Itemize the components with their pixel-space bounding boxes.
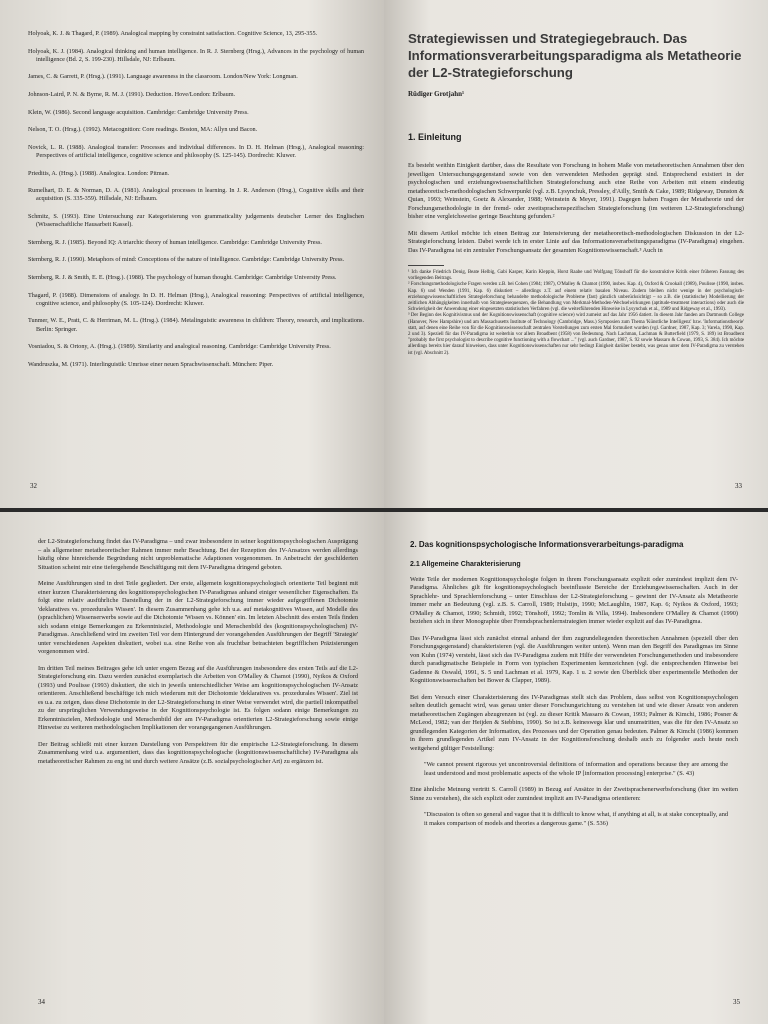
reference-entry: James, C. & Garrett, P. (Hrsg.). (1991). Language awareness in the classroom. London/New York: Longman. (28, 73, 298, 81)
page-number: 35 (733, 998, 740, 1006)
page-35 (384, 512, 768, 1024)
body-paragraph: Bei dem Versuch einer Charakterisierung des IV-Paradigmas stellt sich das Problem, dass selbst von Kognitionspsychologen selten deutlich gemacht wird, was genau unter dieser Forschungsrichtung zu verstehen ist und wie dieser Ansatz von anderen metatheoretischen Zugängen abzugrenzen ist (vgl. zu dieser Kritik Massaro & Cowan, 1993; Palmer & Kimchi, 1986; Posner & McLeod, 1982; van der Heijden & Stebbins, 1990). So ist z.B. keineswegs klar und unumstritten, was die für den IV-Ansatz so grundlegenden Kategorien der Information, des Prozesses und der Operation genau bedeuten. Palmer & Kimchi (1986) kommen in ihrem grundlegenden Artikel zum IV-Ansatz in der Kognitionsforschung deshalb auch zu folgender auch heute noch weitgehend gültiger Feststellung: (410, 693, 738, 752)
body-paragraph: Weite Teile der modernen Kognitionspsychologie folgen in ihrem Forschungsansatz explizit oder zumindest implizit dem IV-Paradigma. Ähnliches gilt für kognitionspsychologisch beeinflusste Bereiche der Erziehungswissenschaften. Auch in der Sprachlehr- und Sprachlernforschung – unter Einschluss der L2-Strategieforschung – gewinnt der IV-Ansatz als Metatheorie immer mehr an Bedeutung (vgl. z.B. S. Carroll, 1989; Hulstijn, 1990; McLaughlin, 1987, Kap. 6; Nyikos & Oxford, 1993; O'Malley & Chamot, 1990; Schmidt, 1992; Tönshoff, 1992; Tomlin & Villa, 1994). Insbesondere O'Malley & Chamot (1990) beziehen sich in ihrer Monographie über Fremdsprachenlernstrategien immer wieder explizit auf das IV-Paradigma. (410, 575, 738, 625)
reference-entry: Rumelhart, D. E. & Norman, D. A. (1981). Analogical processes in learning. In J. R. Anderson (Hrsg.), Cognitive skills and their acquisition (S. 335-359). Hillsdale, NJ: Erlbaum. (28, 187, 364, 203)
reference-entry: Sternberg, R. J. & Smith, E. E. (Hrsg.). (1988). The psychology of human thought. Cambridge: Cambridge University Press. (28, 273, 337, 281)
body-paragraph: Eine ähnliche Meinung vertritt S. Carroll (1989) in Bezug auf Ansätze in der Zweitsprachenerwerbsforschung (hier im weiten Sinne zu verstehen), die sich explizit oder zumindest implizit am IV-Paradigma orientieren: (410, 786, 738, 802)
footnote: ³ Der Beginn des Kognitivismus und der Kognitionswissenschaft (cognitive science) wird zumeist auf das Jahr 1956 datiert. In diesem Jahr fanden am Dartmouth College (Hanover, New Hampshire) und am Massachusetts Institute of Technology (Cambridge, Mass.) Symposien zum Thema 'Künstliche Intelligenz' bzw. 'Informationstheorie' statt, auf denen eine Reihe von für die Kognitionswissenschaft zentralen Vorstellungen zum ersten Mal formuliert wurden (vgl. Gardner, 1987, Kap. 3; Varela, 1990, Kap. 2 und 3). Speziell für das IV-Paradigma ist weiterhin vor allem Broadbent (1958) von Bedeutung. Nach Lachman, Lachman & Butterfield (1979, S. 189) ist Broadbent "probably the first psychologist to describe cognitive functioning with a flowchart ..." (vgl. auch Gardner, 1987, S. 92 sowie Massaro & Cowan, 1993, S. 384). Ich möchte allerdings bereits hier darauf hinweisen, dass unter Kognitionswissenschaften nur sehr bedingt Einigkeit darüber besteht, was genau unter dem IV-Paradigma zu verstehen ist (vgl. Abschnitt 2). (408, 313, 744, 356)
body-paragraph: Es besteht weithin Einigkeit darüber, dass die Resultate von Forschung in hohem Maße von metatheoretischen Annahmen über den jeweiligen Untersuchungsgegenstand sowie von den verwendeten Methoden geprägt sind. Entsprechend existiert in der psychologischen und erziehungswissenschaftlichen Strategieforschung auch eine Reihe von Arbeiten mit einem eindeutig metatheoretisch-methodologischen Schwerpunkt (vgl. z.B. Lysynchuk, Pressley, d'Ailly, Smith & Cake, 1989; Ridgeway, Dunston & Quian, 1993; Weinstein, Goetz & Alexander, 1988; Weinstein & Meyer, 1991). Dagegen haben Fragen der Metatheorie und der Forschungsmethodologie in der fremd- oder zweitsprachenspezifischen Strategieforschung (im weiteren L2-Strategieforschung) bisher eine vergleichsweise geringe Beachtung gefunden.² (408, 162, 744, 220)
reference-list (28, 30, 364, 369)
page-number: 32 (30, 482, 37, 490)
reference-entry: Klein, W. (1986). Second language acquisition. Cambridge: Cambridge University Press. (28, 108, 249, 116)
body-paragraph: Das IV-Paradigma lässt sich zunächst einmal anhand der ihm zugrundeliegenden theoretischen Annahmen (speziell über den Forschungsgegenstand) charakterisieren (vgl. die Ausführungen weiter unten). Wenn man den Begriff des Paradigmas im Sinne von Kuhn (1974) versteht, lässt sich das IV-Paradigma zudem mit Hilfe der verwendeten Forschungsmethoden und insbesondere durch paradigmatische Beispiele in Form von typischen Experimenten kennzeichnen (vgl. die entsprechenden Hinweise bei Gadenne & Oswald, 1991, S. 5 und Lachman et al. 1979, Kap. 1 u. 2 sowie den Überblick über experimentelle Methoden der Kognitionswissenschaften bei Bower & Clapper, 1989). (410, 634, 738, 684)
page-34 (0, 512, 384, 1024)
footnote-divider (408, 265, 444, 266)
reference-entry: Tunmer, W. E., Pratt, C. & Herriman, M. L. (Hrsg.). (1984). Metalinguistic awareness in children: Theory, research, and implications. Berlin: Springer. (28, 317, 364, 333)
body-paragraph: Meine Ausführungen sind in drei Teile gegliedert. Der erste, allgemein kognitionspsychologisch orientierte Teil beginnt mit einer kurzen Charakterisierung des kognitionspsychologischen IV-Paradigmas anhand einiger wesentlicher Eigenschaften. Es folgt eine relativ ausführliche Darstellung der in der L2-Strategieforschung immer wieder aufgegriffenen Dichotomie 'deklaratives vs. prozedurales Wissen'. In diesem Zusammenhang gehe ich u.a. auf metakognitives Wissen, auf Modelle des (sprachlichen) Wissenserwerbs sowie auf die Dichotomie 'Wissen vs. Können' ein. Im letzten Abschnitt des ersten Teils finden sich sodann einige Bemerkungen zu Erkenntnisziel, Methodologie und Menschenbild des (kognitionspsychologischen) IV-Paradigmas. Anschließend wird im zweiten Teil vor dem Hintergrund der vorangehenden Ausführungen der Begriff 'Strategie' unter verschiedenen Aspekten diskutiert, wobei u.a. eine Reihe von als fruchtbar betrachteten begrifflichen Präzisierungen vorgenommen wird. (38, 580, 358, 655)
page-number: 33 (735, 482, 742, 490)
reference-entry: Nelson, T. O. (Hrsg.). (1992). Metacognition: Core readings. Boston, MA: Allyn und Bacon. (28, 126, 258, 134)
reference-entry: Schmitz, S. (1993). Eine Untersuchung zur Kategorisierung von grammaticality judgements deutscher Lerner des Englischen (Wissenschaftliche Hausarbeit Kassel). (28, 212, 364, 229)
reference-entry: Thagard, P. (1988). Dimensions of analogy. In D. H. Helman (Hrsg.), Analogical reasoning: Perspectives of artificial intelligence, cognitive science, and philosophy (S. 105-124). Dordrecht: Kluwer. (28, 291, 364, 307)
page-33 (384, 0, 768, 508)
reference-entry: Vosniadou, S. & Ortony, A. (Hrsg.). (1989). Similarity and analogical reasoning. Cambridge: Cambridge University Press. (28, 343, 331, 351)
top-spread (0, 0, 768, 508)
section-heading: 2. Das kognitionspsychologische Informationsverarbeitungs-paradigma (410, 540, 684, 549)
page-32 (0, 0, 384, 508)
section-heading: 1. Einleitung (408, 132, 462, 142)
block-quote: "We cannot present rigorous yet uncontroversial definitions of information and operations because they are among the least understood and most problematic aspects of the whole IP [information processing] enterprise." (S. 43) (424, 761, 728, 777)
article-author: Rüdiger Grotjahn¹ (408, 90, 465, 98)
footnote: ² Forschungsmethodologische Fragen werden z.B. bei Cohen (1984; 1987), O'Malley & Chamot (1990, insbes. Kap. 4), Oxford & Crookall (1989), Poulisse (1990, insbes. Kap. 6) und Wenden (1991, Kap. 6) diskutiert – allerdings z.T. auf einem relativ basalen Niveau. Zudem bleiben nicht wenige in der psychologisch-erziehungswissenschaftlichen Strategieforschung behandelte methodologische Probleme (fast) gänzlich unberücksichtigt – so z.B. die (statistische) Modellierung der zeitlichen Abhängigkeiten innerhalb von Strategiesequenzen, die Behandlung von Merkmal-Methoden-Wechselwirkungen (aptitude-treatment interactions) oder auch die Schwierigkeit der Anwendung einer eingesetzten statistischen Verfahren (vgl. die weiterführenden Hinweise in Lysynchuk et al., 1989 und Ridgeway et al., 1993). (408, 282, 744, 313)
reference-entry: Prieditis, A. (Hrsg.). (1988). Analogica. London: Pitman. (28, 169, 170, 177)
reference-entry: Wandruszka, M. (1971). Interlinguistik: Umrisse einer neuen Sprachwissenschaft. München: Piper. (28, 360, 274, 368)
body-paragraph: Der Beitrag schließt mit einer kurzen Darstellung von Perspektiven für die empirische L2-Strategieforschung. In diesem Zusammenhang wird u.a. argumentiert, dass das kognitionspsychologische (kognitionswissenschaftliche) IV-Paradigma als metatheoretischer Rahmen zu eng ist und durch weitere Ansätze (z.B. sozialpsychologischer Art) zu ergänzen ist. (38, 740, 358, 765)
reference-entry: Sternberg, R. J. (1990). Metaphors of mind: Conceptions of the nature of intelligence. Cambridge: Cambridge University Press. (28, 256, 345, 264)
footnote: ¹ Ich danke Friedrich Denig, Beate Helbig, Gabi Kasper, Karin Kleppin, Horst Raabe und Wolfgang Tönshoff für die konstruktive Kritik einer früheren Fassung des vorliegenden Beitrags. (408, 270, 744, 282)
reference-entry: Sternberg, R. J. (1985). Beyond IQ: A triarchic theory of human intelligence. Cambridge: Cambridge University Press. (28, 238, 322, 246)
body-paragraph: der L2-Strategieforschung findet das IV-Paradigma – und zwar insbesondere in seiner kognitionspsychologischen Ausprägung – als allgemeiner metatheoretischer Rahmen immer mehr Beachtung. Bei der Rezeption des IV-Ansatzes werden allerdings häufig ohne hinreichende Begründung nicht unproblematische Adaptionen vorgenommen. In Anbetracht der geschilderten Situation scheint mir eine tiefergehende Beschäftigung mit dem IV-Paradigma dringend geboten. (38, 538, 358, 571)
body-paragraph: Mit diesem Artikel möchte ich einen Beitrag zur Intensivierung der metatheoretisch-methodologischen Diskussion in der L2-Strategieforschung leisten. Dabei werde ich in erster Linie auf das Informationsverarbeitungsparadigma (IV-Paradigma) eingehen. Das IV-Paradigma ist ein zentraler Forschungsansatz der gesamten Kognitionswissenschaft.³ Auch in (408, 229, 744, 254)
reference-entry: Holyoak, K. J. (1984). Analogical thinking and human intelligence. In R. J. Sternberg (Hrsg.), Advances in the psychology of human intelligence (Bd. 2, S. 199-230). Hillsdale, NJ: Erlbaum. (28, 47, 364, 63)
block-quote: "Discussion is often so general and vague that it is difficult to know what, if anything at all, is at stake conceptually, and it makes comparison of models and theories a dangerous game." (S. 536) (424, 811, 728, 827)
reference-entry: Johnson-Laird, P. N. & Byrne, R. M. J. (1991). Deduction. Hove/London: Erlbaum. (28, 90, 236, 98)
page-number: 34 (38, 998, 45, 1006)
reference-entry: Novick, L. R. (1988). Analogical transfer: Processes and individual differences. In D. H. Helman (Hrsg.), Analogical reasoning: Perspectives of artificial intelligence, cognitive science and philosophy (S. 125-145). Dordrecht: Kluwer. (28, 143, 364, 159)
article-title: Strategiewissen und Strategiegebrauch. Das Informationsverarbeitungsparadigma als Metatheorie der L2-Strategieforschung (408, 31, 742, 80)
bottom-spread (0, 512, 768, 1024)
reference-entry: Holyoak, K. J. & Thagard, P. (1989). Analogical mapping by constraint satisfaction. Cognitive Science, 13, 295-355. (28, 30, 318, 37)
subsection-heading: 2.1 Allgemeine Charakterisierung (410, 560, 521, 568)
body-paragraph: Im dritten Teil meines Beitrages gehe ich unter engem Bezug auf die Ausführungen insbesondere des ersten Teils auf die L2-Strategieforschung ein. Dazu werden zunächst exemplarisch die Arbeiten von O'Malley & Chamot (1990), Nyikos & Oxford (1993) und Poulisse (1993) diskutiert, die sich in jeweils unterschiedlicher Weise am kognitionspsychologischen IV-Ansatz orientieren. Anschließend beschäftige ich mich wiederum mit der Dichotomie 'deklaratives vs. prozedurales Wissen'. Ziel ist es u.a. zu zeigen, dass diese Dichotomie in der L2-Strategieforschung in einer Weise verwendet wird, die partiell inkompatibel zu der ursprünglichen Verwendungsweise in der Kognitionspsychologie ist. Es folgen sodann einige Bemerkungen zu Erkenntniszielen, Methodologie und Menschenbild der am IV-Paradigma orientierten L2-Strategieforschung sowie einige Hinweise zu weiteren methodologischen Implikationen der vorangegangenen Ausführungen. (38, 664, 358, 731)
